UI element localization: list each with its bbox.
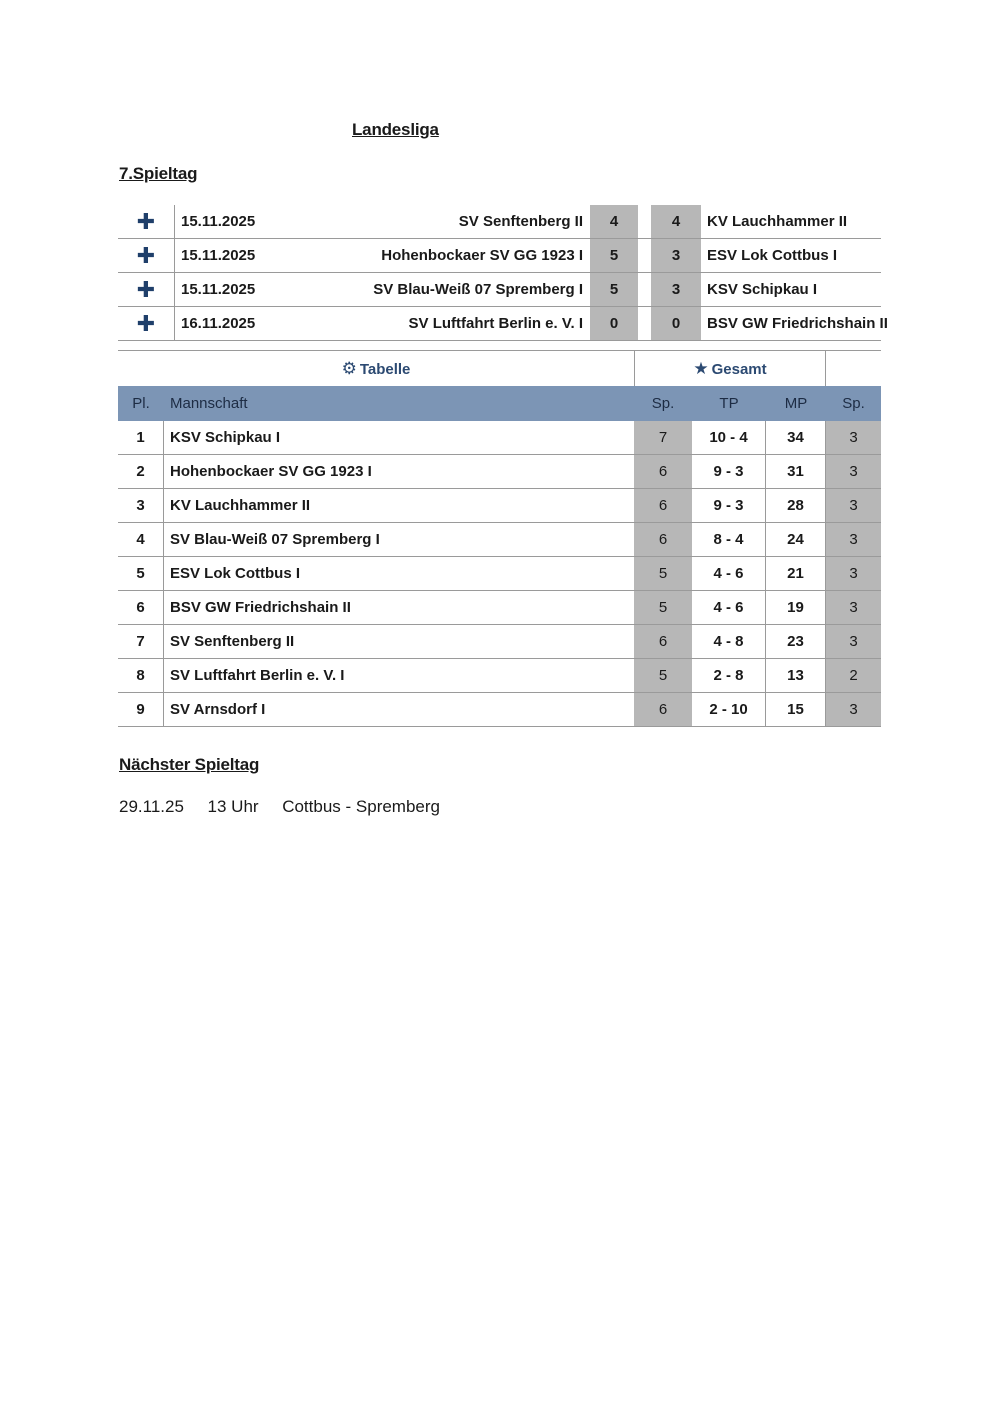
header-team[interactable]: Mannschaft <box>170 395 248 412</box>
cell-sp: 6 <box>634 625 692 658</box>
cell-pl: 5 <box>118 557 164 590</box>
header-sp[interactable]: Sp. <box>651 395 675 412</box>
result-row <box>118 273 881 307</box>
page-title: Landesliga <box>352 120 439 139</box>
cell-mp: 31 <box>766 455 826 488</box>
result-row <box>118 239 881 273</box>
cell-team: SV Senftenberg II <box>170 633 295 650</box>
gear-icon: ⚙ <box>341 359 357 378</box>
cell-tp: 2 - 8 <box>692 659 766 692</box>
cell-tp: 9 - 3 <box>692 455 766 488</box>
result-row <box>118 307 888 341</box>
cell-sp: 5 <box>634 591 692 624</box>
table-header <box>118 386 881 421</box>
cell-sp2: 3 <box>826 693 881 726</box>
cell-mp: 34 <box>766 421 826 454</box>
away-score: 4 <box>651 205 701 238</box>
away-team: KSV Schipkau I <box>707 281 818 298</box>
home-team: SV Senftenberg II <box>458 213 583 230</box>
tab-gesamt[interactable] <box>635 351 826 386</box>
away-score: 0 <box>651 307 701 340</box>
cell-team: ESV Lok Cottbus I <box>170 565 301 582</box>
tab-tabelle-label: Tabelle <box>359 361 411 378</box>
table-row <box>118 625 881 659</box>
away-team: BSV GW Friedrichshain II <box>707 315 888 332</box>
cell-mp: 21 <box>766 557 826 590</box>
cell-tp: 9 - 3 <box>692 489 766 522</box>
home-team: Hohenbockaer SV GG 1923 I <box>381 247 583 264</box>
home-score: 4 <box>590 205 638 238</box>
expand-plus-icon[interactable]: ✚ <box>118 307 175 340</box>
next-match-date: 29.11.25 <box>119 797 184 816</box>
cell-team: SV Luftfahrt Berlin e. V. I <box>170 667 345 684</box>
cell-tp: 2 - 10 <box>692 693 766 726</box>
results-list <box>118 205 888 341</box>
header-mp[interactable]: MP <box>784 395 808 412</box>
cell-pl: 7 <box>118 625 164 658</box>
cell-team: KV Lauchhammer II <box>170 497 311 514</box>
cell-pl: 9 <box>118 693 164 726</box>
cell-tp: 10 - 4 <box>692 421 766 454</box>
table-row <box>118 557 881 591</box>
away-team: KV Lauchhammer II <box>707 213 848 230</box>
away-team: ESV Lok Cottbus I <box>707 247 838 264</box>
cell-mp: 24 <box>766 523 826 556</box>
cell-sp2: 3 <box>826 625 881 658</box>
cell-sp2: 3 <box>826 557 881 590</box>
cell-sp2: 3 <box>826 421 881 454</box>
next-match-line <box>119 797 440 817</box>
home-score: 0 <box>590 307 638 340</box>
cell-pl: 1 <box>118 421 164 454</box>
result-date: 15.11.2025 <box>181 213 256 230</box>
cell-mp: 13 <box>766 659 826 692</box>
result-row <box>118 205 881 239</box>
cell-tp: 4 - 8 <box>692 625 766 658</box>
expand-plus-icon[interactable]: ✚ <box>118 205 175 238</box>
cell-mp: 23 <box>766 625 826 658</box>
header-tp[interactable]: TP <box>719 395 739 412</box>
home-score: 5 <box>590 273 638 306</box>
cell-tp: 8 - 4 <box>692 523 766 556</box>
cell-mp: 28 <box>766 489 826 522</box>
next-match-time: 13 Uhr <box>207 797 259 816</box>
cell-sp2: 3 <box>826 523 881 556</box>
cell-sp: 6 <box>634 693 692 726</box>
cell-pl: 6 <box>118 591 164 624</box>
table-row <box>118 489 881 523</box>
cell-pl: 3 <box>118 489 164 522</box>
cell-sp: 7 <box>634 421 692 454</box>
table-row <box>118 659 881 693</box>
standings-table <box>118 350 881 727</box>
cell-tp: 4 - 6 <box>692 591 766 624</box>
away-score: 3 <box>651 273 701 306</box>
result-date: 15.11.2025 <box>181 247 256 264</box>
header-sp2[interactable]: Sp. <box>842 395 865 412</box>
home-team: SV Blau-Weiß 07 Spremberg I <box>373 281 583 298</box>
next-matchday-heading: Nächster Spieltag <box>119 755 260 774</box>
cell-pl: 4 <box>118 523 164 556</box>
away-score: 3 <box>651 239 701 272</box>
cell-pl: 2 <box>118 455 164 488</box>
home-score: 5 <box>590 239 638 272</box>
cell-sp: 6 <box>634 489 692 522</box>
cell-team: BSV GW Friedrichshain II <box>170 599 351 616</box>
table-row <box>118 421 881 455</box>
cell-team: SV Blau-Weiß 07 Spremberg I <box>170 531 380 548</box>
cell-sp: 5 <box>634 659 692 692</box>
cell-team: Hohenbockaer SV GG 1923 I <box>170 463 372 480</box>
result-date: 16.11.2025 <box>181 315 256 332</box>
next-match-teams: Cottbus - Spremberg <box>282 797 440 816</box>
star-icon: ★ <box>693 359 709 378</box>
result-date: 15.11.2025 <box>181 281 256 298</box>
matchday-heading: 7.Spieltag <box>119 164 198 183</box>
table-tabs <box>118 351 881 386</box>
cell-team: KSV Schipkau I <box>170 429 281 446</box>
expand-plus-icon[interactable]: ✚ <box>118 239 175 272</box>
tab-tabelle[interactable] <box>118 351 635 386</box>
cell-mp: 15 <box>766 693 826 726</box>
cell-team: SV Arnsdorf I <box>170 701 266 718</box>
expand-plus-icon[interactable]: ✚ <box>118 273 175 306</box>
cell-pl: 8 <box>118 659 164 692</box>
cell-sp2: 3 <box>826 591 881 624</box>
table-row <box>118 523 881 557</box>
cell-sp2: 3 <box>826 489 881 522</box>
tab-gesamt-label: Gesamt <box>711 361 767 378</box>
table-row <box>118 693 881 727</box>
cell-sp2: 2 <box>826 659 881 692</box>
cell-sp: 5 <box>634 557 692 590</box>
cell-sp2: 3 <box>826 455 881 488</box>
table-row <box>118 455 881 489</box>
cell-sp: 6 <box>634 523 692 556</box>
header-pl[interactable]: Pl. <box>132 395 150 412</box>
cell-sp: 6 <box>634 455 692 488</box>
cell-mp: 19 <box>766 591 826 624</box>
cell-tp: 4 - 6 <box>692 557 766 590</box>
home-team: SV Luftfahrt Berlin e. V. I <box>408 315 583 332</box>
table-row <box>118 591 881 625</box>
